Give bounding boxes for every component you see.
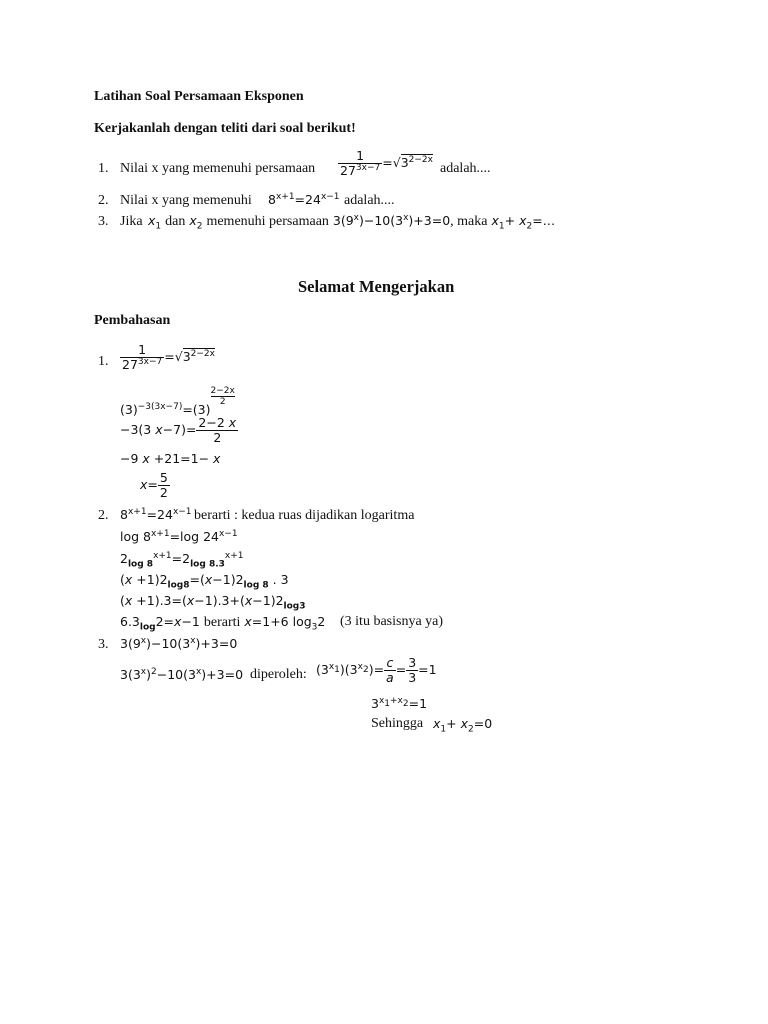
solution-1-step-1: $\frac{1}{27^{3x-7}}$ $=√3^{2-2x}$	[122, 342, 215, 372]
solution-2-step-4: $(x +1)2_{log8}=(x-1)2_{log 8}$ . 3	[120, 572, 289, 591]
question-text-end: adalah....	[440, 161, 491, 176]
closing-heading: Selamat Mengerjakan	[298, 277, 455, 296]
solution-3-step-1: $3(9^x)-10(3^x)+3=0$	[120, 635, 238, 651]
document-title: Latihan Soal Persamaan Eksponen	[94, 89, 304, 104]
solution-1-step-2: $(3)^{-3(3x-7)}=(3)$ $\frac{2-2x}{2}$	[120, 386, 235, 417]
question-number: 2.	[98, 193, 109, 208]
question-text: Nilai x yang memenuhi persamaan	[120, 161, 316, 176]
question-text-end: adalah....	[344, 193, 395, 208]
solution-1-step-4: −9 x +21=1− x	[120, 451, 221, 466]
solution-3-diperoleh: diperoleh:	[250, 667, 307, 682]
solution-3-sehingga: Sehingga	[371, 716, 424, 731]
question-text: Nilai x yang memenuhi	[120, 193, 252, 208]
solution-3-result: $x_1+ x_2=0$	[433, 716, 493, 735]
solution-1-step-3: −3(3 x−7)= $\frac{2-2 x}{2}$	[120, 415, 237, 445]
solution-number: 3.	[98, 637, 109, 652]
solution-3-step-3: $3^{x_1+x_2}=1$	[371, 695, 428, 711]
solution-number: 1.	[98, 354, 109, 369]
solution-2-step-2: $\log 8^{x+1}=\log$ $24^{x-1}$	[120, 528, 238, 544]
instruction-text: Kerjakanlah dengan teliti dari soal berikut!	[94, 121, 356, 136]
question-text: Jika	[120, 214, 143, 229]
solution-2-basis-note: (3 itu basisnya ya)	[340, 614, 444, 629]
solution-2-step-5: $(x +1).3=(x-1).3+(x-1)2_{log3}$	[120, 593, 306, 612]
question-number: 3.	[98, 214, 109, 229]
question-2-math: $8^{x+1}=24^{x-1}$	[268, 191, 340, 207]
question-3-math: $x_1$ dan $x_2$ memenuhi persamaan $3(9^x)-10(3^x)+3=0$, maka $x_1+$ $x_2=\dots$	[148, 212, 556, 232]
question-1-math: $\frac{1}{27^{3x-7}}$ $=√3^{2-2x}$	[340, 148, 433, 178]
solution-2-note: berarti : kedua ruas dijadikan logaritma	[194, 508, 415, 523]
solution-number: 2.	[98, 508, 109, 523]
solution-1-step-5: x= $\frac{5}{2}$	[140, 470, 168, 500]
solution-heading: Pembahasan	[94, 313, 171, 328]
solution-3-product: $(3^{x_1})(3^{x_2})=$ $\frac{c}{a}$ = $\frac{3}{3}$ =1	[316, 655, 437, 685]
question-number: 1.	[98, 161, 109, 176]
solution-2-step-3: $2_{log 8}^{x+1}=2_{log 8.3}^{x+1}$	[120, 550, 244, 570]
solution-2-step-6: $6.3_{log}2=x-1$ berarti x=1+6 $\log_32$	[120, 614, 326, 633]
solution-3-step-2: $3(3^x)^2-10(3^x)+3=0$	[120, 666, 244, 682]
solution-2-step-1: $8^{x+1}=24^{x-1}$	[120, 506, 192, 522]
